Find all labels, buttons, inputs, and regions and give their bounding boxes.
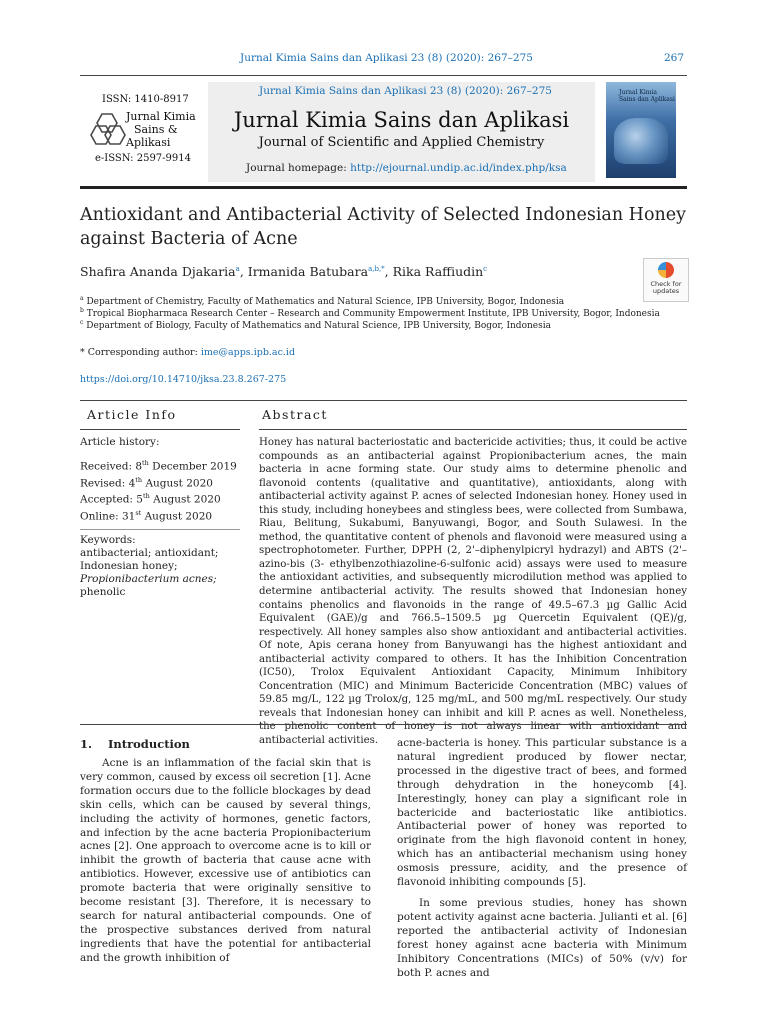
banner-citation[interactable]: Jurnal Kimia Sains dan Aplikasi 23 (8) (2020): 267–275 bbox=[259, 85, 552, 97]
logo-line: Sains & bbox=[134, 123, 178, 136]
article-title: Antioxidant and Antibacterial Activity of Selected Indonesian Honey against Bacteria of Acne bbox=[80, 205, 686, 249]
abstract-text: Honey has natural bacteriostatic and bactericide activities; thus, it could be active compounds as an antibacterial against Propionibacterium acnes, the main bacteria in acne forming state. Our study aims to determine phenolic and flavonoid contents (qualitative and quantitative), antioxidants, along with antibacterial activity against P. acnes of selected Indonesian honey. Honey used in this study, including honeybees and stingless bees, were collected from Sumbawa, Riau, Belitung, Sukabumi, Banyuwangi, Bogor, and South Sulawesi. In the method, the quantitative content of phenols and flavonoid were measured using a spectrophotometer. Further, DPPH (2, 2'–diphenylpicryl hydrazyl) and ABTS (2'–azino-bis (3- ethylbenzothiazoline-6-sulfonic acid) assays were used to measure the antioxidant activities, and subsequently microdilution method was applied to determine antibacterial activity. The results showed that Indonesian honey contains phenolics and flavonoids in the range of 49.5–67.3 µg Gallic Acid Equivalent (GAE)/g and 766.5–1509.5 µg Quercetin Equivalent (QE)/g, respectively. All honey samples also show antioxidant and antibacterial activities. Of note, Apis cerana honey from Banyuwangi has the highest antioxidant and antibacterial activity compared to others. It has the Inhibition Concentration (IC50), Trolox Equivalent Antioxidant Capacity, Minimum Inhibitory Concentration (MIC) and Minimum Bactericide Concentration (MBC) values of 59.85 mg/L, 122 µg Trolox/g, 125 mg/mL, and 500 mg/mL respectively. Our study reveals that Indonesian honey can inhibit and kill P. acnes as well. Nonetheless, the phenolic content of honey is not always linear with antioxidant and antibacterial activities. bbox=[259, 437, 687, 747]
abstract-bottom-rule bbox=[80, 724, 687, 725]
running-header bbox=[0, 52, 768, 66]
paragraph: acne-bacteria is honey. This particular substance is a natural ingredient produced by flower nectar, processed in the digestive tract of bees, and formed through dehydration in the honeycomb [4]. Interestingly, honey can play a significant role in bactericide and bacteriostatic like antibiotics. Antibacterial power of honey was reported to originate from the high flavonoid content in honey, which has an antibacterial mechanism using honey osmosis pressure, acidity, and the presence of flavonoid inhibiting compounds [5]. bbox=[397, 737, 687, 889]
affiliation bbox=[80, 307, 660, 319]
date-suffix: th bbox=[143, 492, 150, 500]
affiliation-text: Department of Biology, Faculty of Mathematics and Natural Science, IPB University, Bogor, Indonesia bbox=[86, 321, 551, 331]
date-text: August 2020 bbox=[142, 477, 213, 489]
affiliation-mark: c bbox=[80, 319, 84, 326]
author-affiliation-mark[interactable]: a bbox=[235, 264, 240, 273]
date-text: Accepted: 5 bbox=[80, 493, 143, 506]
received-date bbox=[80, 457, 240, 474]
cover-title-line: Sains dan Aplikasi bbox=[619, 96, 675, 103]
date-suffix: th bbox=[142, 459, 149, 467]
section-heading-introduction: 1. Introduction bbox=[80, 737, 190, 751]
issn: ISSN: 1410-8917 bbox=[102, 94, 189, 105]
check-for-updates-button[interactable] bbox=[643, 258, 689, 302]
doi-link[interactable]: https://doi.org/10.14710/jksa.23.8.267-275 bbox=[80, 374, 287, 385]
journal-name: Jurnal Kimia Sains dan Aplikasi bbox=[233, 108, 570, 132]
affiliation-text: Department of Chemistry, Faculty of Mathematics and Natural Science, IPB University, Bogor, Indonesia bbox=[86, 297, 565, 307]
author-list bbox=[80, 264, 487, 279]
journal-banner bbox=[208, 82, 595, 182]
revised-date bbox=[80, 474, 240, 491]
logo-line: Jurnal Kimia bbox=[126, 110, 196, 123]
homepage-link[interactable]: http://ejournal.undip.ac.id/index.php/ksa bbox=[350, 162, 567, 174]
check-updates-label: Check for updates bbox=[650, 280, 682, 295]
date-text: August 2020 bbox=[141, 510, 213, 522]
hexagon-molecule-icon bbox=[88, 108, 128, 152]
keyword: Indonesian honey; bbox=[80, 560, 178, 572]
cover-title bbox=[619, 89, 675, 103]
affiliation bbox=[80, 295, 564, 307]
article-info-panel bbox=[80, 430, 240, 599]
crossmark-icon bbox=[658, 262, 674, 278]
header-rule bbox=[80, 75, 687, 76]
cover-flask-graphic bbox=[614, 118, 668, 164]
homepage-label: Journal homepage: bbox=[246, 162, 347, 174]
journal-homepage bbox=[246, 162, 567, 174]
corresponding-author bbox=[80, 347, 295, 358]
author-separator: , bbox=[384, 264, 393, 279]
corresponding-email-link[interactable]: ime@apps.ipb.ac.id bbox=[200, 347, 296, 358]
keywords-label: Keywords: bbox=[80, 534, 136, 546]
info-divider bbox=[80, 529, 240, 530]
date-text: Received: 8 bbox=[80, 460, 142, 473]
affiliation bbox=[80, 319, 551, 331]
author-separator: , bbox=[239, 264, 248, 279]
abstract-heading: Abstract bbox=[262, 407, 328, 422]
info-top-rule bbox=[80, 400, 687, 401]
intro-left-column bbox=[80, 757, 371, 966]
author-name: Rika Raffiudin bbox=[392, 264, 484, 279]
journal-logo bbox=[88, 108, 206, 152]
journal-cover-image bbox=[606, 82, 676, 178]
paragraph: In some previous studies, honey has shown potent activity against acne bacteria. Julianti et al. [6] reported the antibacterial activity of Indonesian forest honey against acne bacteria with Minimum Inhibitory Concentrations (MICs) of 50% (v/v) for both P. acnes and bbox=[397, 896, 687, 979]
e-issn: e-ISSN: 2597-9914 bbox=[95, 153, 191, 164]
accepted-date bbox=[80, 490, 240, 507]
date-suffix: st bbox=[135, 508, 142, 517]
intro-right-column bbox=[397, 737, 687, 980]
author-affiliation-mark[interactable]: a,b,* bbox=[368, 264, 385, 273]
page-number: 267 bbox=[663, 52, 684, 64]
article-info-heading: Article Info bbox=[87, 407, 177, 422]
date-text: Revised: 4 bbox=[80, 477, 136, 489]
history-label: Article history: bbox=[80, 436, 160, 448]
affiliation-mark: b bbox=[80, 307, 84, 314]
journal-identity bbox=[80, 82, 208, 182]
logo-line: Aplikasi bbox=[126, 136, 171, 149]
keyword: antibacterial; antioxidant; bbox=[80, 547, 219, 559]
affiliation-text: Tropical Biopharmaca Research Center – Research and Community Empowerment Institute, IPB University, Bogor, Indonesia bbox=[86, 309, 660, 319]
corresponding-label: * Corresponding author: bbox=[80, 347, 198, 358]
logo-wordmark bbox=[126, 110, 196, 149]
masthead-rule bbox=[80, 186, 687, 189]
author-name: Irmanida Batubara bbox=[247, 264, 369, 279]
keyword: Propionibacterium acnes; bbox=[80, 573, 217, 585]
paragraph: Acne is an inflammation of the facial skin that is very common, caused by excess oil secretion [1]. Acne formation occurs due to the follicle blockages by dead skin cells, which can be caused by several things, including the activity of hormones, genetic factors, and infection by the acne bacteria Propionibacterium acnes [2]. One approach to overcome acne is to kill or inhibit the growth of bacteria that cause acne with antibiotics. However, excessive use of antibiotics can promote bacteria that were originally sensitive to become resistant [3]. Therefore, it is necessary to search for natural antibacterial compounds. One of the prospective substances derived from natural ingredients that have the potential for antibacterial and the growth inhibition of bbox=[80, 757, 371, 964]
date-suffix: th bbox=[135, 475, 143, 484]
running-header-citation[interactable]: Jurnal Kimia Sains dan Aplikasi 23 (8) (2020): 267–275 bbox=[240, 52, 533, 64]
journal-name-english: Journal of Scientific and Applied Chemistry bbox=[258, 135, 545, 150]
author-name: Shafira Ananda Djakaria bbox=[80, 264, 236, 279]
date-text: August 2020 bbox=[149, 493, 221, 506]
author-affiliation-mark[interactable]: c bbox=[483, 264, 488, 273]
date-text: December 2019 bbox=[148, 460, 237, 473]
abstract-rule bbox=[259, 429, 687, 430]
keyword: phenolic bbox=[80, 586, 126, 598]
affiliation-mark: a bbox=[80, 295, 84, 302]
online-date bbox=[80, 507, 240, 524]
cover-title-line: Jurnal Kimia bbox=[619, 89, 657, 96]
date-text: Online: 31 bbox=[80, 510, 136, 522]
